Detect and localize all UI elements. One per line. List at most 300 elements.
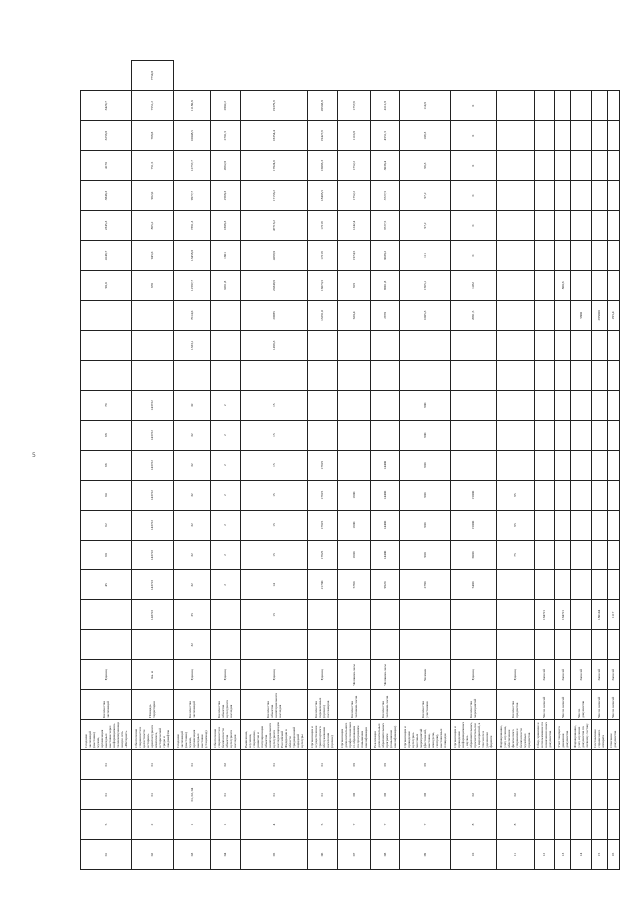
- code-cell: 08: [370, 780, 399, 810]
- unit-cell: Записей: [555, 660, 571, 690]
- value-cell: [534, 480, 554, 510]
- value-cell: [497, 360, 535, 390]
- value-cell: [450, 600, 496, 630]
- value-cell: 1600: [337, 540, 370, 570]
- value-cell: 751,5: [131, 151, 173, 181]
- value-cell: 900: [400, 510, 451, 540]
- row-id-cell: 05: [240, 840, 308, 870]
- value-cell: 768,8: [131, 121, 173, 151]
- value-cell: [534, 181, 554, 211]
- value-cell: 15: [240, 420, 308, 450]
- value-cell: 2345,3: [81, 211, 132, 241]
- unit-cell: Единиц: [173, 660, 211, 690]
- value-cell: [450, 450, 496, 480]
- value-cell: 1456,3: [240, 330, 308, 360]
- row-id-cell: 01: [81, 840, 132, 870]
- value-cell: [534, 151, 554, 181]
- code-cell: 1: [173, 810, 211, 840]
- value-cell: 97,2: [400, 211, 451, 241]
- indicator-cell: Количество перевезенных (прочих) пассажиров: [308, 690, 337, 720]
- value-cell: [400, 360, 451, 390]
- value-cell: 2970: [370, 300, 399, 330]
- value-cell: 5760: [337, 570, 370, 600]
- value-cell: 7551,2: [131, 91, 173, 121]
- value-cell: [534, 360, 554, 390]
- value-cell: [497, 330, 535, 360]
- row-id-cell: 12: [534, 840, 554, 870]
- code-cell: 02: [497, 780, 535, 810]
- value-cell: [534, 540, 554, 570]
- value-cell: 5400: [450, 570, 496, 600]
- service-name-cell: Организация и проведение информационных, научно-образовательных, просветительских мероприятий, в том числе в удаленном формате: [450, 720, 496, 750]
- value-cell: [555, 240, 571, 270]
- value-cell: 15: [240, 510, 308, 540]
- value-cell: 17925: [308, 540, 337, 570]
- table-row: [337, 61, 370, 870]
- value-cell: 1565,1: [400, 270, 451, 300]
- value-cell: 143722: [131, 480, 173, 510]
- value-cell: 900: [400, 540, 451, 570]
- value-cell: 17219: [308, 240, 337, 270]
- value-cell: [571, 181, 591, 211]
- value-cell: [497, 211, 535, 241]
- value-cell: [337, 420, 370, 450]
- value-cell: [591, 240, 607, 270]
- value-cell: 13458,8: [173, 240, 211, 270]
- value-cell: [571, 600, 591, 630]
- table-row: [607, 61, 619, 870]
- value-cell: [337, 330, 370, 360]
- service-name-cell: Учет текущего движения документов: [555, 720, 571, 750]
- value-cell: [555, 420, 571, 450]
- code-cell: [607, 810, 619, 840]
- value-cell: 3727,5: [370, 211, 399, 241]
- code-cell: [591, 780, 607, 810]
- code-cell: [555, 750, 571, 780]
- value-cell: 114,9: [400, 91, 451, 121]
- value-cell: 2: [211, 570, 240, 600]
- value-cell: [173, 360, 211, 390]
- row-id-cell: 09: [400, 840, 451, 870]
- code-cell: 7: [370, 810, 399, 840]
- value-cell: [591, 540, 607, 570]
- service-name-cell: Создание экспозиций (выставок) музеев, организация выездных выставок через информационно-телекоммуникационную сеть «Интернет»: [81, 720, 132, 750]
- value-cell: 0: [450, 240, 496, 270]
- row-id-cell: 16: [607, 840, 619, 870]
- indicator-cell: Число записей: [555, 690, 571, 720]
- service-name-cell: Организация и проведение культурно-массовых мероприятий (фестивалей, выставок, конкурсов, смотров), выставочных площадок: [400, 720, 451, 750]
- value-cell: [370, 330, 399, 360]
- value-cell: 164721: [555, 600, 571, 630]
- value-cell: 12587,7: [173, 270, 211, 300]
- unit-cell: Единиц: [450, 660, 496, 690]
- value-cell: 14: [240, 570, 308, 600]
- value-cell: 14400: [370, 540, 399, 570]
- value-cell: 143722: [131, 390, 173, 420]
- value-cell: [591, 510, 607, 540]
- row-id-cell: 13: [555, 840, 571, 870]
- value-cell: [497, 240, 535, 270]
- value-cell: [534, 121, 554, 151]
- value-cell: [497, 570, 535, 600]
- code-cell: [591, 810, 607, 840]
- value-cell: [450, 360, 496, 390]
- value-cell: 900: [400, 480, 451, 510]
- value-cell: [607, 540, 619, 570]
- code-cell: [607, 780, 619, 810]
- value-cell: 7391,3: [173, 211, 211, 241]
- value-cell: 1808,3: [211, 211, 240, 241]
- value-cell: [607, 570, 619, 600]
- value-cell: 17925: [308, 450, 337, 480]
- value-cell: [591, 630, 607, 660]
- value-cell: 4170: [81, 151, 132, 181]
- indicator-cell: Количество объектов нематериального наследия: [240, 690, 308, 720]
- unit-cell: Записей: [591, 660, 607, 690]
- value-cell: 865,2: [131, 211, 173, 241]
- value-cell: 15: [240, 600, 308, 630]
- value-cell: 4299,9: [240, 240, 308, 270]
- value-cell: 17156,2: [240, 181, 308, 211]
- value-cell: 285000: [591, 300, 607, 330]
- value-cell: [571, 510, 591, 540]
- indicator-cell: Количество объектов культурного наследия: [211, 690, 240, 720]
- indicator-cell: Количество участников: [400, 690, 451, 720]
- value-cell: [555, 390, 571, 420]
- value-cell: [308, 600, 337, 630]
- row-id-cell: 15: [591, 840, 607, 870]
- value-cell: [571, 360, 591, 390]
- value-cell: 62: [81, 510, 132, 540]
- indicator-cell: Количество мероприятий: [450, 690, 496, 720]
- value-cell: [534, 330, 554, 360]
- table-row: [370, 61, 399, 870]
- value-cell: 19379,9: [240, 91, 308, 121]
- value-cell: [240, 630, 308, 660]
- value-cell: [497, 630, 535, 660]
- value-cell: [555, 540, 571, 570]
- value-cell: 32: [173, 540, 211, 570]
- value-cell: [607, 630, 619, 660]
- value-cell: 7014,6: [173, 300, 211, 330]
- code-cell: 05: [370, 750, 399, 780]
- value-cell: [591, 480, 607, 510]
- value-cell: [497, 181, 535, 211]
- code-cell: [571, 780, 591, 810]
- indicator-cell: Количество человеко-часов: [370, 690, 399, 720]
- value-cell: [534, 300, 554, 330]
- value-cell: 10048,5: [173, 121, 211, 151]
- value-cell: [81, 330, 132, 360]
- code-cell: [591, 750, 607, 780]
- value-cell: 16073,5: [308, 270, 337, 300]
- value-cell: 3429,7: [81, 91, 132, 121]
- service-name-cell: Обеспечение сохранности и безопасности объектов культурного наследия: [211, 720, 240, 750]
- service-name-cell: Выявление, изучение, сохранение, развитие и популяризация объектов нематериального культурного наследия народов Российской Федерации в области традиционной народной культуры: [240, 720, 308, 750]
- value-cell: 70: [81, 390, 132, 420]
- value-cell: 0: [450, 211, 496, 241]
- unit-cell: Единиц: [240, 660, 308, 690]
- value-cell: [607, 211, 619, 241]
- value-cell: [571, 420, 591, 450]
- code-cell: [571, 810, 591, 840]
- value-cell: 935: [131, 270, 173, 300]
- value-cell: 17219: [308, 211, 337, 241]
- code-cell: [534, 780, 554, 810]
- value-cell: 45: [81, 570, 132, 600]
- service-name-cell: Формирование, учет, изучение, обеспечение физического сохранения и безопасности музейных предметов: [497, 720, 535, 750]
- value-cell: [497, 151, 535, 181]
- value-cell: 819: [337, 270, 370, 300]
- code-cell: 1: [211, 810, 240, 840]
- value-cell: [400, 330, 451, 360]
- value-cell: 0: [450, 181, 496, 211]
- indicator-cell: Количество человеко-часов: [337, 690, 370, 720]
- value-cell: 4146,7: [81, 240, 132, 270]
- unit-cell: Человеко-часы: [370, 660, 399, 690]
- value-cell: 7754,8: [131, 61, 173, 91]
- value-cell: [591, 420, 607, 450]
- rotated-table-container: [80, 60, 620, 870]
- value-cell: [131, 630, 173, 660]
- indicator-cell: Число записей: [534, 690, 554, 720]
- table-row: [591, 61, 607, 870]
- value-cell: 143722: [131, 540, 173, 570]
- code-cell: [534, 750, 554, 780]
- value-cell: [534, 420, 554, 450]
- value-cell: 1110,8: [337, 121, 370, 151]
- value-cell: [555, 91, 571, 121]
- value-cell: [591, 151, 607, 181]
- value-cell: [555, 480, 571, 510]
- code-cell: [607, 750, 619, 780]
- value-cell: 15: [240, 390, 308, 420]
- value-cell: 32: [173, 480, 211, 510]
- value-cell: [131, 360, 173, 390]
- value-cell: [607, 151, 619, 181]
- value-cell: [497, 91, 535, 121]
- value-cell: 20985: [240, 300, 308, 330]
- value-cell: 2: [211, 450, 240, 480]
- value-cell: 14400: [370, 510, 399, 540]
- value-cell: 1752,2: [337, 151, 370, 181]
- value-cell: [607, 91, 619, 121]
- code-cell: 05: [337, 750, 370, 780]
- value-cell: 3038,2: [370, 240, 399, 270]
- value-cell: 2568,3: [211, 181, 240, 211]
- code-cell: [555, 780, 571, 810]
- value-cell: [555, 121, 571, 151]
- value-cell: 1452: [450, 270, 496, 300]
- value-cell: 2: [211, 540, 240, 570]
- value-cell: 1752,2: [337, 181, 370, 211]
- code-cell: 08: [400, 780, 451, 810]
- code-cell: 4: [240, 810, 308, 840]
- code-cell: 01: [308, 750, 337, 780]
- service-name-cell: Реализация дополнительных образовательных программ (повышение квалификации): [370, 720, 399, 750]
- value-cell: [131, 330, 173, 360]
- unit-cell: Записей: [571, 660, 591, 690]
- value-cell: 4551,5: [370, 121, 399, 151]
- value-cell: 32: [173, 630, 211, 660]
- table-row: [211, 61, 240, 870]
- value-cell: [337, 360, 370, 390]
- code-cell: 05: [400, 750, 451, 780]
- unit-cell: Человек: [400, 660, 451, 690]
- value-cell: [607, 270, 619, 300]
- code-cell: 5: [81, 810, 132, 840]
- value-cell: 295,4: [607, 300, 619, 330]
- value-cell: 15000: [450, 480, 496, 510]
- value-cell: 0: [450, 121, 496, 151]
- value-cell: 800,6: [555, 270, 571, 300]
- code-cell: 01: [81, 750, 132, 780]
- value-cell: [571, 270, 591, 300]
- value-cell: 68: [81, 420, 132, 450]
- code-cell: 08: [337, 780, 370, 810]
- value-cell: [211, 600, 240, 630]
- value-cell: [571, 121, 591, 151]
- value-cell: [450, 420, 496, 450]
- value-cell: 2662,8: [211, 151, 240, 181]
- service-name-cell: Обеспечение сохранности и целостности историко-архитектурного комплекса, исторической среды и ландшафтов: [131, 720, 173, 750]
- value-cell: 143722: [131, 570, 173, 600]
- code-cell: 01, 02, 04: [173, 780, 211, 810]
- value-cell: [571, 151, 591, 181]
- value-cell: 11180,8: [173, 91, 211, 121]
- value-cell: [607, 480, 619, 510]
- value-cell: 1757,6: [337, 91, 370, 121]
- value-cell: [571, 450, 591, 480]
- value-cell: 2780: [400, 570, 451, 600]
- value-cell: [211, 630, 240, 660]
- row-id-cell: 02: [131, 840, 173, 870]
- value-cell: [370, 420, 399, 450]
- table-row: [131, 61, 173, 870]
- value-cell: 1600: [337, 480, 370, 510]
- table-row: [450, 61, 496, 870]
- value-cell: 2: [211, 390, 240, 420]
- code-cell: 01: [308, 780, 337, 810]
- value-cell: 75: [497, 540, 535, 570]
- row-id-cell: 10: [450, 840, 496, 870]
- value-cell: [571, 570, 591, 600]
- code-cell: 01: [240, 780, 308, 810]
- row-id-cell: 11: [497, 840, 535, 870]
- code-cell: 02: [450, 780, 496, 810]
- value-cell: 96,3: [400, 151, 451, 181]
- code-cell: 7: [337, 810, 370, 840]
- unit-cell: Единиц: [497, 660, 535, 690]
- table-row: [240, 61, 308, 870]
- indicator-cell: Число записей: [607, 690, 619, 720]
- value-cell: [555, 630, 571, 660]
- value-cell: [555, 510, 571, 540]
- value-cell: 2802,2: [211, 91, 240, 121]
- value-cell: 3036,4: [370, 151, 399, 181]
- value-cell: [240, 360, 308, 390]
- value-cell: [497, 450, 535, 480]
- code-cell: [534, 810, 554, 840]
- value-cell: [497, 270, 535, 300]
- value-cell: [497, 121, 535, 151]
- value-cell: 0: [450, 151, 496, 181]
- value-cell: 962,0: [131, 181, 173, 211]
- indicator-cell: Площадь территории: [131, 690, 173, 720]
- value-cell: 3727,5: [370, 181, 399, 211]
- value-cell: [81, 300, 132, 330]
- value-cell: [400, 630, 451, 660]
- value-cell: [571, 211, 591, 241]
- value-cell: [370, 360, 399, 390]
- value-cell: [534, 390, 554, 420]
- value-cell: [607, 450, 619, 480]
- value-cell: [607, 240, 619, 270]
- value-cell: [555, 300, 571, 330]
- value-cell: 9920: [370, 570, 399, 600]
- value-cell: [571, 540, 591, 570]
- value-cell: [131, 300, 173, 330]
- value-cell: [591, 390, 607, 420]
- value-cell: 900: [400, 450, 451, 480]
- value-cell: 97,2: [400, 181, 451, 211]
- value-cell: [534, 211, 554, 241]
- value-cell: 2: [211, 510, 240, 540]
- value-cell: 47716,2: [240, 211, 308, 241]
- value-cell: [370, 390, 399, 420]
- indicator-cell: Количество экспозиций: [173, 690, 211, 720]
- value-cell: 143722: [131, 420, 173, 450]
- value-cell: [308, 330, 337, 360]
- unit-cell: Единиц: [308, 660, 337, 690]
- value-cell: 18354,4: [240, 121, 308, 151]
- table-row: [497, 61, 535, 870]
- value-cell: 66: [81, 450, 132, 480]
- value-cell: 20349,9: [240, 270, 308, 300]
- value-cell: [497, 600, 535, 630]
- value-cell: 3261,8: [211, 270, 240, 300]
- code-cell: 01: [131, 780, 173, 810]
- value-cell: 95: [497, 510, 535, 540]
- value-cell: [607, 390, 619, 420]
- table-row: [308, 61, 337, 870]
- value-cell: [534, 510, 554, 540]
- unit-cell: Единиц: [211, 660, 240, 690]
- value-cell: 3256,8: [81, 121, 132, 151]
- value-cell: [308, 390, 337, 420]
- code-cell: 01: [173, 750, 211, 780]
- value-cell: [497, 300, 535, 330]
- value-cell: [591, 450, 607, 480]
- code-cell: 2: [131, 810, 173, 840]
- value-cell: 95: [497, 480, 535, 510]
- value-cell: [81, 600, 132, 630]
- value-cell: 15: [240, 540, 308, 570]
- value-cell: [211, 300, 240, 330]
- value-cell: 32: [173, 420, 211, 450]
- value-cell: [607, 510, 619, 540]
- service-name-cell: Составление справочного аппарата: [591, 720, 607, 750]
- row-id-cell: 04: [211, 840, 240, 870]
- value-cell: [591, 121, 607, 151]
- value-cell: 9061,8: [370, 270, 399, 300]
- value-cell: [370, 630, 399, 660]
- indicator-cell: Число документов: [571, 690, 591, 720]
- table-body: [81, 61, 620, 870]
- value-cell: [591, 181, 607, 211]
- value-cell: 143722: [131, 600, 173, 630]
- value-cell: [337, 450, 370, 480]
